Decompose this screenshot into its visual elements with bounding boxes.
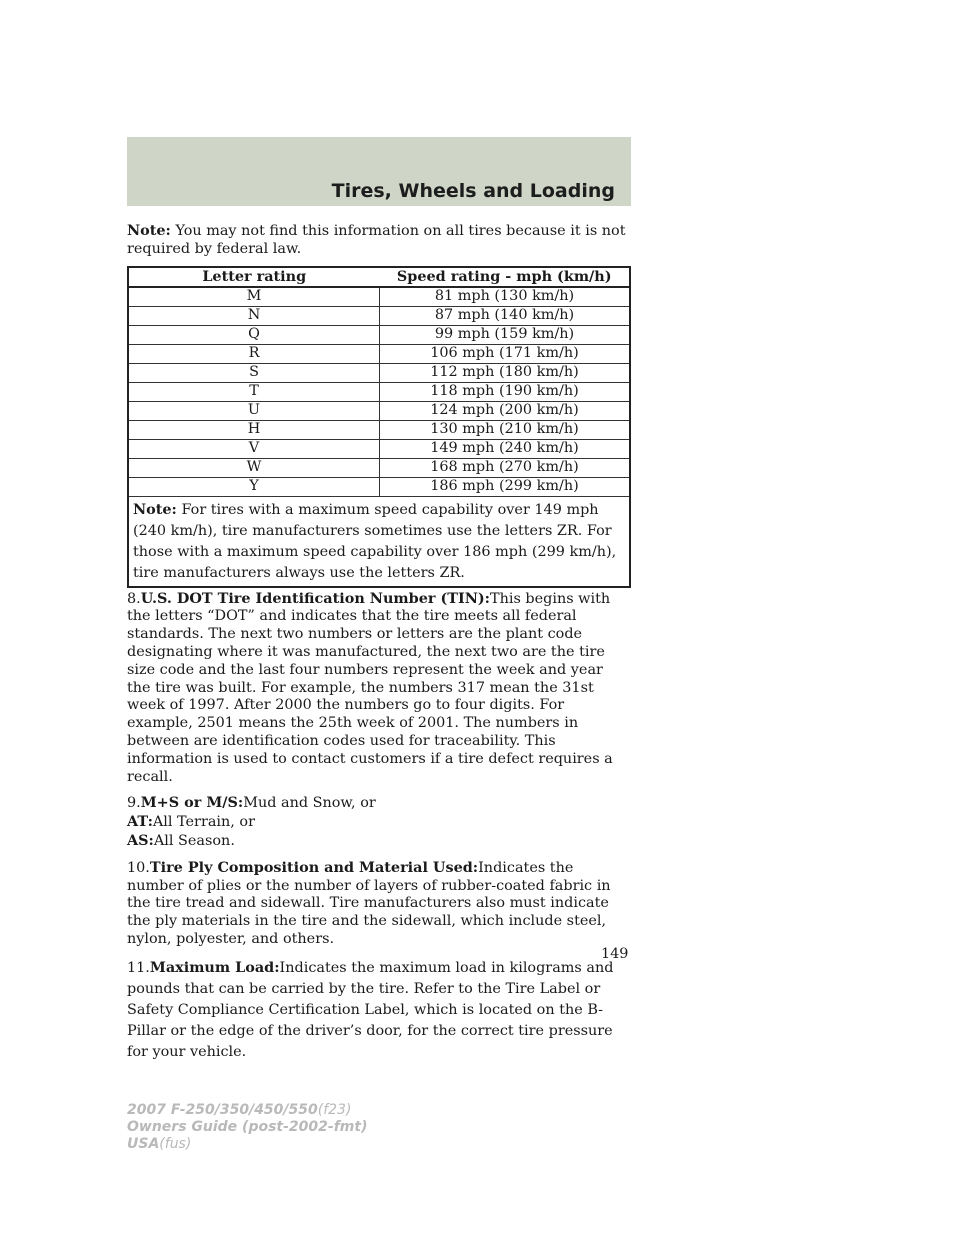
- letter-cell: N: [128, 306, 380, 325]
- document-footer: [127, 1102, 367, 1153]
- footer-line-1: [127, 1102, 367, 1119]
- table-row: [128, 344, 630, 363]
- intro-note-label: Note:: [127, 222, 171, 239]
- footer-market-code: (fus): [159, 1136, 192, 1152]
- item-9-as-label: AS:: [127, 831, 154, 849]
- item-10-ply-composition: [127, 859, 631, 949]
- speed-rating-table: [127, 266, 631, 588]
- speed-cell: 106 mph (171 km/h): [380, 344, 631, 363]
- item-11-maximum-load: [127, 957, 631, 1063]
- table-note-row: [128, 496, 630, 587]
- letter-cell: M: [128, 287, 380, 307]
- table-row: [128, 420, 630, 439]
- speed-cell: 186 mph (299 km/h): [380, 477, 631, 496]
- speed-cell: 168 mph (270 km/h): [380, 458, 631, 477]
- item-9-ms-label: M+S or M/S:: [140, 794, 244, 812]
- speed-cell: 99 mph (159 km/h): [380, 325, 631, 344]
- item-9-ms-text: Mud and Snow, or: [243, 795, 376, 812]
- footer-line-2: [127, 1119, 367, 1136]
- footer-model: 2007 F-250/350/450/550: [127, 1102, 318, 1118]
- table-row: [128, 325, 630, 344]
- speed-cell: 118 mph (190 km/h): [380, 382, 631, 401]
- footer-market: USA: [127, 1136, 160, 1152]
- table-header-row: [128, 267, 630, 287]
- intro-note: [127, 222, 631, 259]
- table-note-text: For tires with a maximum speed capability over 149 mph (240 km/h), tire manufacturers sometimes use the letters ZR. For those with a maximum speed capability over 186 mph (299 km/h), tire manufacturers always use the letters ZR.: [133, 501, 617, 581]
- letter-cell: U: [128, 401, 380, 420]
- page-content: [127, 222, 631, 1063]
- item-9-as-line: [127, 832, 631, 851]
- speed-cell: 112 mph (180 km/h): [380, 363, 631, 382]
- letter-cell: Q: [128, 325, 380, 344]
- speed-cell: 124 mph (200 km/h): [380, 401, 631, 420]
- speed-cell: 130 mph (210 km/h): [380, 420, 631, 439]
- footer-line-3: [127, 1136, 367, 1153]
- item-10-label: Tire Ply Composition and Material Used:: [149, 858, 479, 876]
- speed-cell: 81 mph (130 km/h): [380, 287, 631, 307]
- intro-note-text: You may not find this information on all tires because it is not required by federal law.: [127, 223, 626, 257]
- section-header-band: [127, 137, 631, 206]
- item-8-dot-tin: [127, 590, 631, 787]
- item-8-text: This begins with the letters “DOT” and indicates that the tire meets all federal standards. The next two numbers or letters are the plant code designating where it was manufactured, the next two are the tire size code and the last four numbers represent the week and year the tire was built. For example, the numbers 317 mean the 31st week of 1997. After 2000 the numbers go to four digits. For example, 2501 means the 25th week of 2001. The numbers in between are identification codes used for traceability. This information is used to contact customers if a tire defect requires a recall.: [127, 590, 613, 785]
- footer-guide: Owners Guide (post-2002-fmt): [127, 1119, 368, 1135]
- letter-cell: V: [128, 439, 380, 458]
- table-row: [128, 477, 630, 496]
- table-row: [128, 363, 630, 382]
- letter-cell: H: [128, 420, 380, 439]
- item-11-number: 11.: [127, 959, 150, 976]
- table-row: [128, 439, 630, 458]
- page-number: 149: [601, 946, 629, 962]
- item-9-at-line: [127, 813, 631, 832]
- table-row: [128, 458, 630, 477]
- letter-cell: Y: [128, 477, 380, 496]
- table-row: [128, 287, 630, 307]
- item-11-text: Indicates the maximum load in kilograms and pounds that can be carried by the tire. Refer to the Tire Label or Safety Compliance Certification Label, which is located on the B-Pillar or the edge of the driver’s door, for the correct tire pressure for your vehicle.: [127, 959, 614, 1060]
- item-9-at-label: AT:: [127, 813, 153, 831]
- speed-cell: 149 mph (240 km/h): [380, 439, 631, 458]
- table-note-label: Note:: [133, 500, 177, 518]
- item-10-number: 10.: [127, 859, 150, 876]
- letter-cell: W: [128, 458, 380, 477]
- table-row: [128, 401, 630, 420]
- table-row: [128, 306, 630, 325]
- footer-model-code: (f23): [317, 1102, 352, 1118]
- item-9-traction-codes: [127, 794, 631, 813]
- item-8-label: U.S. DOT Tire Identification Number (TIN):: [140, 589, 490, 607]
- item-10-text: Indicates the number of plies or the number of layers of rubber-coated fabric in the tire tread and sidewall. Tire manufacturers also must indicate the ply materials in the tire and the sidewall, which include steel, nylon, polyester, and others.: [127, 859, 611, 947]
- item-9-as-text: All Season.: [153, 832, 235, 849]
- table-row: [128, 382, 630, 401]
- section-title: Tires, Wheels and Loading: [331, 180, 615, 202]
- column-header-speed-rating: Speed rating - mph (km/h): [380, 267, 631, 287]
- item-9-at-text: All Terrain, or: [152, 814, 255, 831]
- column-header-letter-rating: Letter rating: [128, 267, 380, 287]
- table-note: [128, 496, 630, 587]
- item-8-number: 8.: [127, 590, 141, 607]
- letter-cell: R: [128, 344, 380, 363]
- letter-cell: T: [128, 382, 380, 401]
- speed-cell: 87 mph (140 km/h): [380, 306, 631, 325]
- letter-cell: S: [128, 363, 380, 382]
- item-11-label: Maximum Load:: [149, 958, 280, 976]
- item-9-number: 9.: [127, 795, 141, 812]
